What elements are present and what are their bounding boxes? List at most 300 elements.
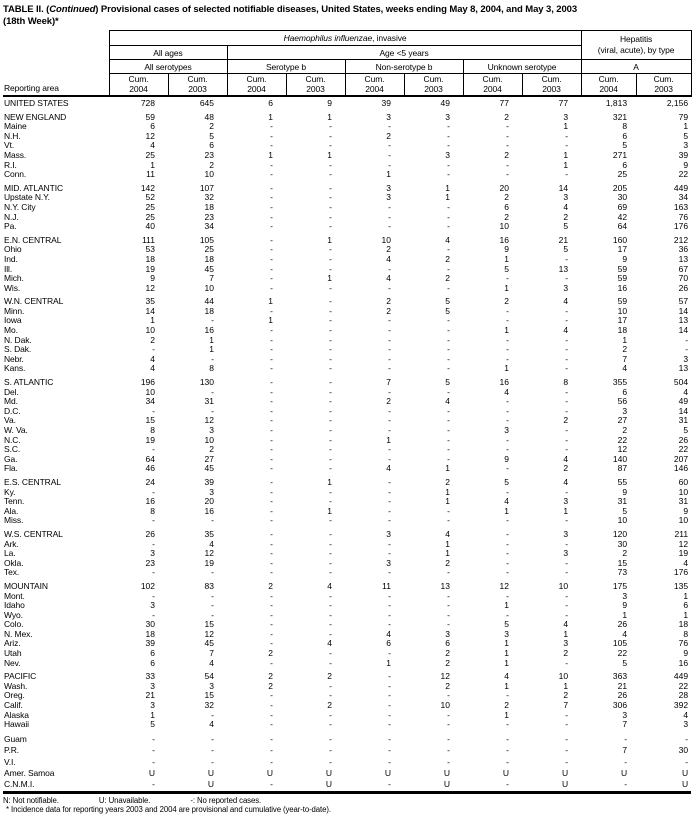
- value-cell: 4: [683, 386, 689, 397]
- table-row: [3, 649, 691, 659]
- value-cell: -: [329, 538, 332, 549]
- value-cell: 16: [499, 234, 509, 245]
- value-cell: 35: [204, 528, 214, 539]
- value-cell: -: [565, 657, 569, 668]
- value-cell: -: [329, 444, 332, 455]
- value-cell: -: [506, 334, 509, 345]
- value-cell: 21: [145, 690, 155, 701]
- value-cell: U: [207, 779, 214, 790]
- value-cell: 2: [445, 557, 450, 568]
- value-cell: -: [329, 201, 332, 212]
- value-cell: -: [270, 590, 273, 601]
- value-cell: 4: [563, 453, 569, 464]
- value-cell: 8: [209, 363, 214, 374]
- value-cell: 5: [445, 377, 450, 388]
- value-cell: -: [447, 386, 450, 397]
- table-row: [3, 222, 691, 232]
- value-cell: -: [506, 415, 509, 426]
- value-cell: -: [211, 600, 214, 611]
- value-cell: 2: [563, 211, 569, 222]
- value-cell: -: [270, 600, 273, 611]
- value-cell: 23: [145, 557, 155, 568]
- value-cell: 12: [145, 282, 155, 293]
- value-cell: 1: [386, 169, 391, 180]
- value-cell: 3: [445, 628, 450, 639]
- value-cell: -: [270, 733, 273, 744]
- value-cell: -: [506, 396, 509, 407]
- value-cell: 1: [622, 334, 628, 345]
- value-cell: 7: [209, 273, 214, 284]
- value-cell: 2: [268, 648, 273, 659]
- value-cell: 2: [386, 296, 391, 307]
- value-cell: -: [329, 567, 332, 578]
- value-cell: 11: [146, 169, 155, 180]
- table-row: [3, 336, 691, 346]
- footnote-incidence-note: * Incidence data for reporting years 2003 and 2004 are provisional and cumulative (year-to-date).: [6, 805, 331, 815]
- value-cell: 2: [504, 211, 509, 222]
- value-cell: -: [329, 405, 332, 416]
- value-cell: -: [329, 363, 332, 374]
- value-cell: 1: [504, 253, 509, 264]
- value-cell: -: [685, 334, 689, 345]
- reporting-area-cell: Guam: [4, 733, 27, 744]
- value-cell: 6: [504, 201, 509, 212]
- value-cell: -: [565, 305, 569, 316]
- value-cell: 30: [617, 538, 628, 549]
- value-cell: 5: [563, 244, 569, 255]
- cum-header-cell: Cum. 2003: [168, 74, 227, 97]
- value-cell: -: [329, 377, 332, 388]
- value-cell: -: [447, 425, 450, 435]
- value-cell: 10: [678, 486, 689, 497]
- value-cell: 142: [140, 182, 155, 193]
- table-row: [3, 284, 691, 294]
- value-cell: 1: [504, 325, 509, 336]
- value-cell: -: [329, 609, 332, 620]
- value-cell: -: [211, 567, 214, 578]
- table-row: [3, 274, 691, 284]
- value-cell: 306: [612, 700, 628, 711]
- value-cell: 2: [386, 396, 391, 407]
- reporting-area-cell: Iowa: [4, 315, 22, 326]
- value-cell: 9: [683, 648, 689, 659]
- value-cell: -: [270, 305, 273, 316]
- value-cell: -: [506, 690, 509, 701]
- value-cell: 11: [382, 580, 391, 591]
- value-cell: 56: [617, 396, 628, 407]
- value-cell: U: [325, 768, 332, 779]
- value-cell: 53: [145, 244, 155, 255]
- table-header: [3, 31, 691, 97]
- value-cell: -: [329, 253, 332, 264]
- value-cell: -: [565, 169, 569, 180]
- reporting-area-cell: Kans.: [4, 363, 26, 374]
- reporting-area-cell: W.S. CENTRAL: [4, 528, 63, 539]
- reporting-area-cell: N.H.: [4, 130, 21, 141]
- value-cell: 18: [204, 305, 214, 316]
- value-cell: 2: [445, 648, 450, 659]
- value-cell: 392: [673, 700, 689, 711]
- table-row: [3, 213, 691, 223]
- value-cell: -: [565, 609, 569, 620]
- table-row: [3, 682, 691, 692]
- value-cell: 355: [612, 377, 628, 388]
- value-cell: -: [270, 779, 273, 790]
- value-cell: 1: [327, 111, 332, 122]
- value-cell: 7: [622, 353, 628, 364]
- value-cell: 120: [612, 528, 628, 539]
- value-cell: 2: [445, 273, 450, 284]
- value-cell: -: [270, 353, 273, 364]
- value-cell: 49: [678, 396, 689, 407]
- value-cell: 4: [150, 140, 155, 151]
- value-cell: 10: [617, 305, 628, 316]
- value-cell: 1: [504, 657, 509, 668]
- reporting-area-cell: Mich.: [4, 273, 24, 284]
- cum-header-cell: Cum. 2004: [227, 74, 286, 97]
- value-cell: -: [447, 140, 450, 151]
- value-cell: 10: [204, 434, 214, 445]
- value-cell: 3: [150, 680, 155, 691]
- value-cell: 1: [445, 496, 450, 507]
- value-cell: 5: [445, 305, 450, 316]
- value-cell: -: [270, 344, 273, 355]
- value-cell: -: [447, 619, 450, 630]
- value-cell: 140: [612, 453, 628, 464]
- reporting-area-cell: Ala.: [4, 505, 19, 516]
- value-cell: 4: [563, 476, 569, 487]
- value-cell: 1: [327, 234, 332, 245]
- value-cell: -: [211, 609, 214, 620]
- value-cell: -: [270, 415, 273, 426]
- value-cell: 3: [504, 425, 509, 435]
- value-cell: 79: [678, 111, 689, 122]
- value-cell: U: [266, 768, 273, 779]
- value-cell: -: [506, 515, 509, 526]
- table-row: [3, 132, 691, 142]
- value-cell: 28: [678, 690, 689, 701]
- table-row: [3, 265, 691, 275]
- value-cell: 449: [673, 182, 689, 193]
- value-cell: -: [329, 680, 332, 691]
- value-cell: -: [270, 192, 273, 203]
- value-cell: -: [270, 515, 273, 526]
- value-cell: U: [681, 768, 689, 779]
- value-cell: 176: [673, 567, 689, 578]
- value-cell: -: [388, 690, 391, 701]
- value-cell: 25: [617, 169, 628, 180]
- cum-header-cell: Cum. 2003: [286, 74, 345, 97]
- value-cell: 19: [145, 434, 155, 445]
- value-cell: 12: [440, 671, 450, 682]
- value-cell: -: [270, 211, 273, 222]
- value-cell: -: [565, 315, 569, 326]
- value-cell: 22: [678, 680, 689, 691]
- value-cell: -: [329, 515, 332, 526]
- value-cell: -: [211, 315, 214, 326]
- value-cell: 14: [678, 405, 689, 416]
- reporting-area-cell: P.R.: [4, 745, 20, 756]
- reporting-area-cell: UNITED STATES: [4, 98, 69, 108]
- table-row: [3, 307, 691, 317]
- value-cell: 4: [622, 363, 628, 374]
- value-cell: 59: [617, 263, 628, 274]
- value-cell: 4: [504, 386, 509, 397]
- value-cell: -: [270, 434, 273, 445]
- value-cell: 59: [617, 273, 628, 284]
- reporting-area-cell: D.C.: [4, 405, 21, 416]
- value-cell: 39: [145, 638, 155, 649]
- value-cell: 77: [558, 98, 569, 108]
- reporting-area-cell: W.N. CENTRAL: [4, 296, 64, 307]
- value-cell: 449: [673, 671, 689, 682]
- value-cell: 3: [209, 680, 214, 691]
- reporting-area-cell: Minn.: [4, 305, 25, 316]
- value-cell: -: [447, 263, 450, 274]
- value-cell: 196: [140, 377, 155, 388]
- value-cell: 44: [204, 296, 214, 307]
- hepatitis-a-header: A: [581, 60, 691, 74]
- table-row: [3, 779, 691, 792]
- value-cell: -: [447, 444, 450, 455]
- value-cell: -: [565, 140, 569, 151]
- value-cell: 3: [563, 548, 569, 559]
- value-cell: U: [148, 768, 155, 779]
- value-cell: 3: [563, 496, 569, 507]
- value-cell: 207: [673, 453, 689, 464]
- value-cell: -: [388, 425, 391, 435]
- table-row: [3, 611, 691, 621]
- table-row: [3, 193, 691, 203]
- reporting-area-cell: N. Mex.: [4, 628, 33, 639]
- value-cell: 4: [445, 234, 450, 245]
- value-cell: -: [506, 779, 509, 790]
- table-row: [3, 388, 691, 398]
- value-cell: 1: [268, 315, 273, 326]
- value-cell: -: [329, 690, 332, 701]
- value-cell: 7: [622, 719, 628, 730]
- value-cell: -: [506, 344, 509, 355]
- value-cell: -: [329, 600, 332, 611]
- value-cell: -: [329, 211, 332, 222]
- table-row: [3, 620, 691, 630]
- value-cell: 2: [209, 121, 214, 132]
- value-cell: 3: [386, 192, 391, 203]
- footnotes: [3, 796, 688, 815]
- reporting-area-cell: Hawaii: [4, 719, 29, 730]
- value-cell: -: [388, 600, 391, 611]
- table-row: [3, 293, 691, 307]
- non-serotype-b-header: Non-serotype b: [345, 60, 463, 74]
- value-cell: -: [329, 415, 332, 426]
- value-cell: 76: [678, 638, 689, 649]
- value-cell: -: [447, 567, 450, 578]
- value-cell: -: [152, 745, 155, 756]
- value-cell: -: [152, 344, 155, 355]
- value-cell: 105: [612, 638, 628, 649]
- value-cell: -: [270, 159, 273, 170]
- value-cell: 30: [145, 619, 155, 630]
- value-cell: 1: [622, 609, 628, 620]
- value-cell: -: [152, 609, 155, 620]
- value-cell: -: [447, 169, 450, 180]
- table-row: [3, 668, 691, 682]
- value-cell: 3: [683, 140, 689, 151]
- table-row: [3, 203, 691, 213]
- value-cell: 1: [563, 680, 569, 691]
- footnote-unavailable: U: Unavailable.: [98, 795, 151, 805]
- value-cell: 1: [504, 363, 509, 374]
- value-cell: 1: [150, 315, 155, 326]
- value-cell: 2,156: [666, 98, 689, 108]
- reporting-area-header: Reporting area: [3, 31, 109, 97]
- value-cell: 10: [145, 325, 155, 336]
- value-cell: 16: [678, 657, 689, 668]
- value-cell: 12: [145, 130, 155, 141]
- value-cell: 4: [563, 201, 569, 212]
- value-cell: -: [447, 282, 450, 293]
- value-cell: 27: [617, 415, 628, 426]
- value-cell: -: [506, 353, 509, 364]
- value-cell: -: [388, 221, 391, 232]
- table-row: [3, 720, 691, 730]
- value-cell: -: [329, 548, 332, 559]
- value-cell: U: [502, 768, 509, 779]
- value-cell: -: [388, 211, 391, 222]
- value-cell: 1: [268, 296, 273, 307]
- table-row: [3, 345, 691, 355]
- value-cell: -: [447, 244, 450, 255]
- table-row: [3, 232, 691, 246]
- reporting-area-cell: Tex.: [4, 567, 20, 578]
- reporting-area-cell: Upstate N.Y.: [4, 192, 50, 203]
- value-cell: -: [388, 121, 391, 132]
- value-cell: 45: [204, 263, 214, 274]
- value-cell: -: [270, 719, 273, 730]
- value-cell: -: [506, 273, 509, 284]
- value-cell: -: [270, 263, 273, 274]
- cum-header-cell: Cum. 2004: [463, 74, 522, 97]
- value-cell: -: [270, 548, 273, 559]
- value-cell: 4: [386, 628, 391, 639]
- value-cell: 1: [327, 476, 332, 487]
- value-cell: -: [270, 334, 273, 345]
- value-cell: 12: [617, 444, 628, 455]
- value-cell: 17: [617, 244, 628, 255]
- value-cell: U: [443, 768, 450, 779]
- value-cell: 3: [445, 149, 450, 160]
- value-cell: -: [447, 719, 450, 730]
- value-cell: 20: [204, 496, 214, 507]
- reporting-area-cell: Okla.: [4, 557, 24, 568]
- value-cell: 2: [445, 253, 450, 264]
- value-cell: 25: [145, 211, 155, 222]
- value-cell: -: [388, 334, 391, 345]
- reporting-area-cell: Vt.: [4, 140, 15, 151]
- value-cell: 1: [386, 434, 391, 445]
- value-cell: 12: [204, 628, 214, 639]
- value-cell: 3: [622, 590, 628, 601]
- value-cell: 83: [204, 580, 214, 591]
- value-cell: -: [506, 538, 509, 549]
- value-cell: -: [565, 756, 569, 767]
- reporting-area-cell: Ariz.: [4, 638, 21, 649]
- value-cell: 15: [204, 690, 214, 701]
- value-cell: 2: [268, 680, 273, 691]
- value-cell: 15: [617, 557, 628, 568]
- value-cell: -: [329, 496, 332, 507]
- value-cell: 16: [204, 505, 214, 516]
- value-cell: -: [624, 756, 628, 767]
- reporting-area-cell: Colo.: [4, 619, 24, 630]
- table-body: [3, 96, 691, 792]
- title-line1: [3, 4, 577, 15]
- value-cell: 1: [504, 600, 509, 611]
- hepatitis-label: Hepatitis: [620, 34, 653, 44]
- value-cell: -: [329, 130, 332, 141]
- value-cell: 1: [445, 192, 450, 203]
- value-cell: 3: [209, 486, 214, 497]
- value-cell: -: [565, 253, 569, 264]
- value-cell: 59: [145, 111, 155, 122]
- value-cell: 2: [150, 334, 155, 345]
- table-row: [3, 592, 691, 602]
- value-cell: -: [211, 756, 214, 767]
- value-cell: 4: [445, 528, 450, 539]
- table-row: [3, 601, 691, 611]
- cum-header-cell: Cum. 2003: [636, 74, 691, 97]
- reporting-area-cell: E.S. CENTRAL: [4, 476, 61, 487]
- value-cell: -: [270, 121, 273, 132]
- value-cell: 728: [140, 98, 155, 108]
- value-cell: -: [624, 733, 628, 744]
- value-cell: -: [270, 425, 273, 435]
- reporting-area-cell: Idaho: [4, 600, 25, 611]
- value-cell: -: [270, 453, 273, 464]
- value-cell: -: [565, 733, 569, 744]
- value-cell: 3: [386, 528, 391, 539]
- value-cell: 6: [683, 600, 689, 611]
- value-cell: 4: [386, 273, 391, 284]
- reporting-area-cell: R.I.: [4, 159, 17, 170]
- value-cell: 8: [563, 377, 569, 388]
- value-cell: 2: [445, 680, 450, 691]
- value-cell: -: [565, 719, 569, 730]
- value-cell: 18: [145, 253, 155, 264]
- value-cell: -: [270, 700, 273, 711]
- value-cell: -: [388, 149, 391, 160]
- title-prefix: TABLE II. (: [3, 4, 50, 15]
- value-cell: -: [447, 201, 450, 212]
- value-cell: 55: [617, 476, 628, 487]
- value-cell: -: [270, 609, 273, 620]
- footnote-legend: [3, 796, 688, 806]
- value-cell: 2: [209, 444, 214, 455]
- value-cell: -: [447, 415, 450, 426]
- value-cell: -: [565, 567, 569, 578]
- table-row: [3, 526, 691, 540]
- value-cell: -: [329, 244, 332, 255]
- value-cell: -: [388, 505, 391, 516]
- table-row: [3, 540, 691, 550]
- value-cell: 2: [563, 690, 569, 701]
- value-cell: -: [270, 201, 273, 212]
- reporting-area-cell: Pa.: [4, 221, 17, 232]
- value-cell: 4: [209, 719, 214, 730]
- reporting-area-cell: Oreg.: [4, 690, 25, 701]
- value-cell: -: [447, 221, 450, 232]
- value-cell: 18: [204, 201, 214, 212]
